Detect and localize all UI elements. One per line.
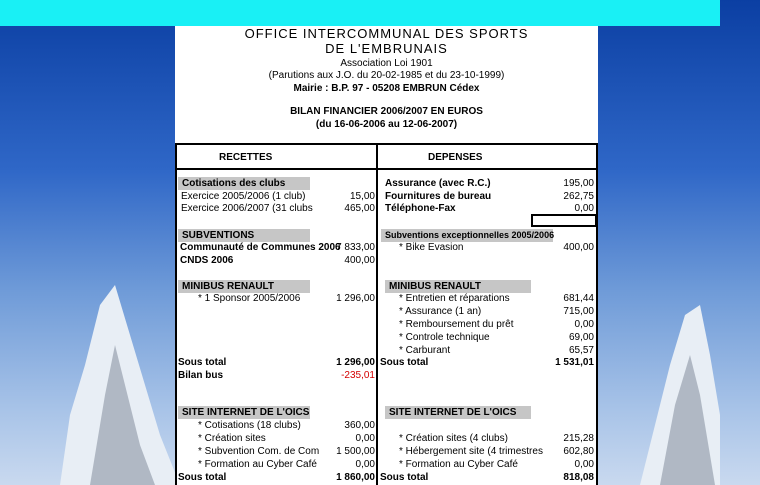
table-row: * Remboursement du prêt 0,00	[399, 319, 594, 330]
table-row: CNDS 2006 400,00	[180, 255, 375, 266]
table-row: * Formation au Cyber Café 0,00	[198, 459, 375, 470]
recettes-bilan-bus: Bilan bus -235,01	[178, 370, 375, 381]
recettes-cotisations-title: Cotisations des clubs	[178, 177, 310, 190]
table-row: Assurance (avec R.C.) 195,00	[385, 178, 594, 189]
recettes-site-subtotal: Sous total 1 860,00	[178, 472, 375, 483]
depenses-minibus-title: MINIBUS RENAULT	[385, 280, 531, 293]
depenses-minibus-subtotal: Sous total 1 531,01	[380, 357, 594, 368]
table-row: * Formation au Cyber Café 0,00	[399, 459, 594, 470]
column-divider	[376, 143, 378, 485]
association-type: Association Loi 1901	[340, 58, 433, 69]
report-title: BILAN FINANCIER 2006/2007 EN EUROS	[290, 106, 483, 117]
table-row: Communauté de Communes 2006 7 833,00	[180, 242, 375, 253]
table-row: Exercice 2005/2006 (1 club) 15,00	[181, 191, 375, 202]
table-left-border	[175, 143, 177, 485]
selected-cell	[531, 214, 597, 227]
table-row: * Subvention Com. de Com 1 500,00	[198, 446, 375, 457]
recettes-minibus-subtotal: Sous total 1 296,00	[178, 357, 375, 368]
org-title-line2: DE L'EMBRUNAIS	[325, 41, 448, 56]
table-row: * Assurance (1 an) 715,00	[399, 306, 594, 317]
table-right-border	[596, 143, 598, 485]
header-separator	[175, 168, 597, 170]
table-top-border	[175, 143, 597, 145]
recettes-subventions-title: SUBVENTIONS	[178, 229, 310, 242]
table-row: * Création sites 0,00	[198, 433, 375, 444]
table-row: Téléphone-Fax 0,00	[385, 203, 594, 214]
table-row: * Création sites (4 clubs) 215,28	[399, 433, 594, 444]
depenses-header: DEPENSES	[428, 152, 483, 163]
top-banner	[0, 0, 720, 26]
table-row: * Controle technique 69,00	[399, 332, 594, 343]
org-title-line1: OFFICE INTERCOMMUNAL DES SPORTS	[244, 26, 529, 41]
table-row: * Bike Evasion 400,00	[399, 242, 594, 253]
mountain-image-right	[640, 245, 760, 485]
publication-dates: (Parutions aux J.O. du 20-02-1985 et du 23-10-1999)	[268, 70, 505, 81]
recettes-site-title: SITE INTERNET DE L'OICS	[178, 406, 310, 419]
depenses-subventions-title: Subventions exceptionnelles 2005/2006	[381, 229, 553, 242]
table-row: Fournitures de bureau 262,75	[385, 191, 594, 202]
recettes-header: RECETTES	[219, 152, 273, 163]
recettes-minibus-title: MINIBUS RENAULT	[178, 280, 310, 293]
report-period: (du 16-06-2006 au 12-06-2007)	[315, 119, 458, 130]
depenses-site-title: SITE INTERNET DE L'OICS	[385, 406, 531, 419]
financial-report-sheet	[175, 26, 598, 485]
table-row: * Carburant 65,57	[399, 345, 594, 356]
table-row: * Hébergement site (4 trimestres 602,80	[399, 446, 594, 457]
mairie-address: Mairie : B.P. 97 - 05208 EMBRUN Cédex	[293, 83, 480, 94]
table-row: Exercice 2006/2007 (31 clubs 465,00	[181, 203, 375, 214]
mountain-image-left	[60, 245, 180, 485]
table-row: * Cotisations (18 clubs) 360,00	[198, 420, 375, 431]
depenses-site-subtotal: Sous total 818,08	[380, 472, 594, 483]
table-row: * Entretien et réparations 681,44	[399, 293, 594, 304]
table-row: * 1 Sponsor 2005/2006 1 296,00	[198, 293, 375, 304]
